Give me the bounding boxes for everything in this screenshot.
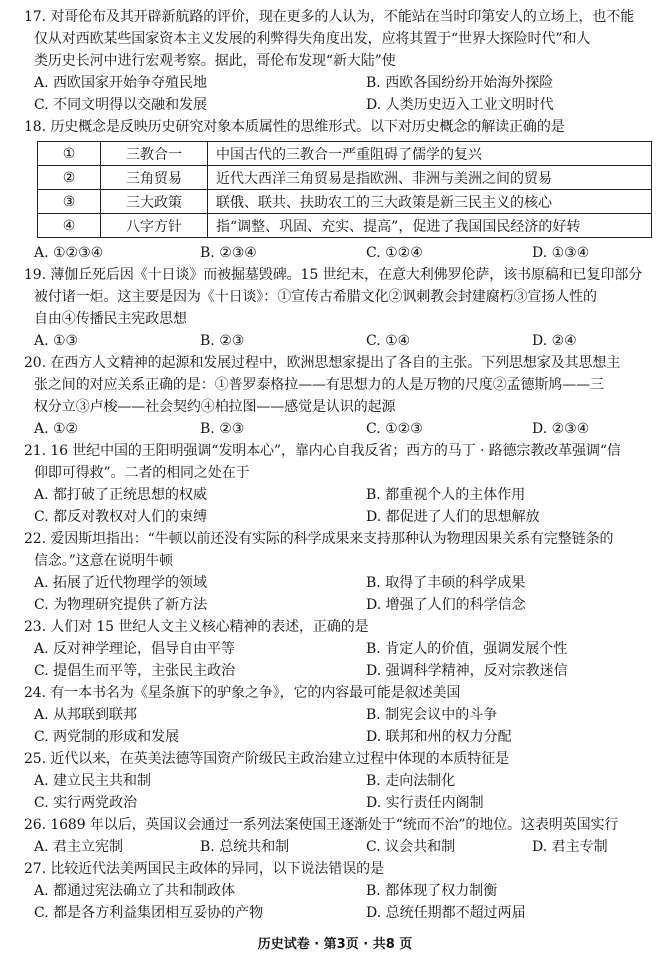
option-d[interactable]: D. 强调科学精神，反对宗教迷信 [366, 663, 568, 679]
option-c[interactable]: C. 不同文明得以交融和发展 [34, 97, 208, 113]
question-text: 26. 1689 年以后，英国议会通过一系列法案使国王逐渐处于“统而不治”的地位。这表明英国实行 [24, 817, 619, 833]
option-c[interactable]: C. ①④ [366, 333, 411, 349]
question-27 [24, 858, 656, 924]
table-row [38, 166, 652, 190]
option-a[interactable]: A. ①③ [34, 333, 79, 349]
option-d[interactable]: D. ①③④ [532, 245, 590, 261]
question-text: 张之间的对应关系正确的是：①普罗泰格拉——有思想力的人是万物的尺度②孟德斯鸠——三 [34, 377, 604, 393]
question-22 [24, 528, 656, 616]
question-text: 19. 薄伽丘死后因《十日谈》而被掘墓毁碑。15 世纪末，在意大利佛罗伦萨，该书原稿和已复印部分 [24, 267, 643, 283]
question-text: 仰即可得救”。二者的相同之处在于 [34, 465, 250, 481]
option-c[interactable]: C. 都反对教权对人们的束缚 [34, 509, 208, 525]
question-17 [24, 6, 656, 116]
question-text: 信念。”这意在说明牛顿 [34, 553, 174, 569]
option-b[interactable]: B. ②③ [200, 333, 245, 349]
option-b[interactable]: B. 走向法制化 [366, 773, 456, 789]
option-a[interactable]: A. 都打破了正统思想的权威 [34, 487, 208, 503]
option-d[interactable]: D. ②④ [532, 333, 577, 349]
question-text: 22. 爱因斯坦指出：“牛顿以前还没有实际的科学成果来支持那种认为物理因果关系有完整链条的 [24, 531, 614, 547]
question-18 [24, 116, 656, 138]
question-26 [24, 814, 656, 858]
option-b[interactable]: B. ②③ [200, 421, 245, 437]
option-a[interactable]: A. 君主立宪制 [34, 839, 124, 855]
table-cell-desc: 联俄、联共、扶助农工的三大政策是新三民主义的核心 [208, 190, 652, 214]
table-row [38, 214, 652, 238]
question-text: 25. 近代以来，在英美法德等国资产阶级民主政治建立过程中体现的本质特征是 [24, 751, 510, 767]
option-a[interactable]: A. 西欧国家开始争夺殖民地 [34, 75, 208, 91]
table-cell-term: 八字方针 [101, 214, 208, 238]
page-footer: 历史试卷 · 第3页 · 共8 页 [257, 937, 413, 952]
option-a[interactable]: A. ①② [34, 421, 79, 437]
table-cell-term: 三教合一 [101, 142, 208, 166]
table-cell-term: 三角贸易 [101, 166, 208, 190]
option-d[interactable]: D. 总统任期都不超过两届 [366, 905, 526, 921]
table-cell-num: ④ [38, 214, 101, 238]
concept-table [37, 141, 652, 238]
option-c[interactable]: C. 提倡生而平等，主张民主政治 [34, 663, 236, 679]
question-25 [24, 748, 656, 814]
question-text: 18. 历史概念是反映历史研究对象本质属性的思维形式。以下对历史概念的解读正确的是 [24, 119, 565, 135]
question-text: 21. 16 世纪中国的王阳明强调“发明本心”，靠内心自我反省；西方的马丁 · 路德宗教改革强调“信 [24, 443, 621, 459]
option-b[interactable]: B. 制宪会议中的斗争 [366, 707, 498, 723]
question-text: 仅从对西欧某些国家资本主义发展的利弊得失角度出发，应将其置于“世界大探险时代”和人 [34, 31, 591, 47]
option-c[interactable]: C. 都是各方利益集团相互妥协的产物 [34, 905, 264, 921]
option-b[interactable]: B. ②③④ [200, 245, 257, 261]
option-c[interactable]: C. 实行两党政治 [34, 795, 138, 811]
question-20 [24, 352, 656, 440]
table-cell-desc: 中国古代的三教合一严重阻碍了儒学的复兴 [208, 142, 652, 166]
question-text: 类历史长河中进行宏观考察。据此，哥伦布发现“新大陆”使 [34, 53, 396, 69]
option-a[interactable]: A. 建立民主共和制 [34, 773, 152, 789]
question-text: 权分立③卢梭——社会契约④柏拉图——感觉是认识的起源 [34, 399, 396, 415]
option-b[interactable]: B. 都体现了权力制衡 [366, 883, 498, 899]
table-cell-term: 三大政策 [101, 190, 208, 214]
table-cell-desc: 近代大西洋三角贸易是指欧洲、非洲与美洲之间的贸易 [208, 166, 652, 190]
option-b[interactable]: B. 总统共和制 [200, 839, 290, 855]
option-d[interactable]: D. 人类历史迈入工业文明时代 [366, 97, 554, 113]
question-21 [24, 440, 656, 528]
option-c[interactable]: C. 为物理研究提供了新方法 [34, 597, 208, 613]
option-d[interactable]: D. 增强了人们的科学信念 [366, 597, 526, 613]
option-d[interactable]: D. 君主专制 [532, 839, 608, 855]
option-c[interactable]: C. 两党制的形成和发展 [34, 729, 180, 745]
option-b[interactable]: B. 西欧各国纷纷开始海外探险 [366, 75, 554, 91]
question-text: 24. 有一本书名为《星条旗下的驴象之争》，它的内容最可能是叙述美国 [24, 685, 461, 701]
table-cell-num: ① [38, 142, 101, 166]
option-c[interactable]: C. 议会共和制 [366, 839, 456, 855]
option-c[interactable]: C. ①②③ [366, 421, 423, 437]
option-b[interactable]: B. 取得了丰硕的科学成果 [366, 575, 526, 591]
option-a[interactable]: A. 都通过宪法确立了共和制政体 [34, 883, 236, 899]
question-23 [24, 616, 656, 682]
table-cell-num: ③ [38, 190, 101, 214]
question-text: 被付诸一炬。这主要是因为《十日谈》：①宣传古希腊文化②讽刺教会封建腐朽③宣扬人性的 [34, 289, 597, 305]
table-cell-desc: 指“调整、巩固、充实、提高”，促进了我国国民经济的好转 [208, 214, 652, 238]
option-a[interactable]: A. ①②③④ [34, 245, 104, 261]
option-c[interactable]: C. ①②④ [366, 245, 423, 261]
option-d[interactable]: D. 实行责任内阁制 [366, 795, 484, 811]
question-19 [24, 264, 656, 352]
question-text: 自由④传播民主宪政思想 [34, 311, 187, 327]
option-d[interactable]: D. 都促进了人们的思想解放 [366, 509, 540, 525]
table-row [38, 142, 652, 166]
question-18-options [24, 242, 656, 264]
option-a[interactable]: A. 拓展了近代物理学的领域 [34, 575, 208, 591]
question-24 [24, 682, 656, 748]
question-text: 23. 人们对 15 世纪人文主义核心精神的表述，正确的是 [24, 619, 369, 635]
option-d[interactable]: D. ②③④ [532, 421, 590, 437]
question-text: 27. 比较近代法美两国民主政体的异同，以下说法错误的是 [24, 861, 384, 877]
table-cell-num: ② [38, 166, 101, 190]
question-text: 20. 在西方人文精神的起源和发展过程中，欧洲思想家提出了各自的主张。下列思想家及其思想主 [24, 355, 621, 371]
table-row [38, 190, 652, 214]
question-text: 17. 对哥伦布及其开辟新航路的评价，现在更多的人认为，不能站在当时印第安人的立场上，也不能 [24, 9, 635, 25]
option-b[interactable]: B. 肯定人的价值，强调发展个性 [366, 641, 568, 657]
option-d[interactable]: D. 联邦和州的权力分配 [366, 729, 512, 745]
option-a[interactable]: A. 反对神学理论，倡导自由平等 [34, 641, 236, 657]
option-a[interactable]: A. 从邦联到联邦 [34, 707, 138, 723]
option-b[interactable]: B. 都重视个人的主体作用 [366, 487, 526, 503]
